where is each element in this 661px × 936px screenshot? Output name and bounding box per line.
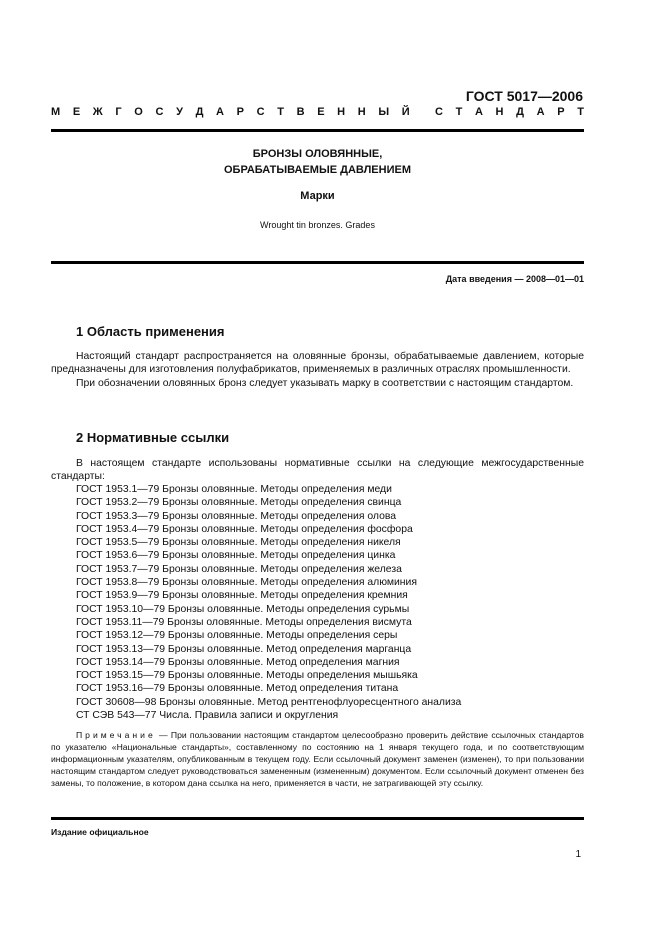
reference-item: ГОСТ 1953.4—79 Бронзы оловянные. Методы определения фосфора [76,523,413,535]
title-line-2: ОБРАБАТЫВАЕМЫЕ ДАВЛЕНИЕМ [223,164,411,176]
reference-item: ГОСТ 1953.3—79 Бронзы оловянные. Методы определения олова [76,510,397,522]
note [51,729,584,789]
title-line-1: БРОНЗЫ ОЛОВЯННЫЕ, [252,148,383,160]
reference-item: ГОСТ 1953.11—79 Бронзы оловянные. Методы определения висмута [76,616,412,628]
section-2-intro-text: В настоящем стандарте использованы нормативные ссылки на следующие межгосударственные стандарты: [51,458,584,483]
banner-letter: Д [516,106,524,118]
reference-item: СТ СЭВ 543—77 Числа. Правила записи и округления [76,710,339,722]
banner-letter: С [434,106,443,118]
reference-item: ГОСТ 1953.2—79 Бронзы оловянные. Методы определения свинца [76,497,402,509]
reference-item: ГОСТ 1953.9—79 Бронзы оловянные. Методы определения кремния [76,590,408,602]
banner-letter: О [134,106,143,118]
page-number: 1 [575,849,581,860]
section-1-heading: 1 Область применения [76,324,225,339]
banner-letter: Т [577,106,584,118]
interstate-standard-banner [51,106,584,118]
banner-letter: В [296,106,305,118]
official-edition-label: Издание официальное [51,827,149,837]
banner-letter: Ж [92,106,103,118]
banner-letter: Ы [378,106,390,118]
reference-item: ГОСТ 1953.5—79 Бронзы оловянные. Методы определения никеля [76,537,401,549]
banner-letter: Р [236,106,244,118]
banner-letter: Н [337,106,346,118]
note-label: Примечание [76,730,156,740]
banner-letter: Д [195,106,204,118]
reference-item: ГОСТ 1953.10—79 Бронзы оловянные. Методы определения сурьмы [76,603,410,615]
banner-letter: Р [557,106,565,118]
reference-item: ГОСТ 1953.12—79 Бронзы оловянные. Методы определения серы [76,630,398,642]
banner-letter: Е [317,106,325,118]
reference-item: ГОСТ 1953.1—79 Бронзы оловянные. Методы определения меди [76,484,392,495]
banner-letter: Г [115,106,122,118]
banner-letter: С [256,106,265,118]
banner-letter: Е [72,106,81,118]
reference-item: ГОСТ 1953.13—79 Бронзы оловянные. Метод определения марганца [76,643,412,655]
note-text: — При пользовании настоящим стандартом целесообразно проверить действие ссылочных стандартов по указателю «Национальные стандарты», составленному по состоянию на 1 января текущего года, и по соответствующим информационным указателям, опубликованным в текущем году. Если ссылочный документ заменен (изменен), то при пользовании настоящим стандартом следует руководствоваться замененным (измененным) документом. Если ссылочный документ отменен без замены, то положение, в котором дана ссылка на него, применяется в части, не затрагивающей эту ссылку. [51,730,584,788]
english-title: Wrought tin bronzes. Grades [260,220,375,230]
section-1-paragraph-1: Настоящий стандарт распространяется на оловянные бронзы, обрабатываемые давлением, которые предназначены для изготовления полуфабрикатов, применяемых в различных отраслях промышленности. [51,351,584,376]
reference-item: ГОСТ 1953.7—79 Бронзы оловянные. Методы определения железа [76,563,402,575]
effective-date: Дата введения — 2008—01—01 [445,274,584,284]
banner-letter: Т [277,106,284,118]
banner-letter: А [536,106,545,118]
title-rule [51,261,584,264]
banner-letter: А [474,106,483,118]
document-subtitle: Марки [300,190,335,202]
banner-letter: Н [495,106,504,118]
banner-letter: С [155,106,164,118]
footer-rule [51,817,584,820]
section-2-intro [51,457,584,484]
section-1-body [51,350,584,390]
banner-letter: У [176,106,183,118]
reference-item: ГОСТ 30608—98 Бронзы оловянные. Метод рентгенофлуоресцентного анализа [76,696,462,708]
banner-letter: А [216,106,224,118]
reference-item: ГОСТ 1953.15—79 Бронзы оловянные. Методы определения мышьяка [76,670,418,682]
reference-item: ГОСТ 1953.16—79 Бронзы оловянные. Метод определения титана [76,683,399,695]
banner-letter: Т [455,106,463,118]
section-2-heading: 2 Нормативные ссылки [76,430,230,445]
normative-references-list [76,483,461,722]
banner-letter: Н [357,106,366,118]
document-title [51,146,584,178]
banner-letter: М [51,106,61,118]
section-1-paragraph-2: При обозначении оловянных бронз следует указывать марку в соответствии с настоящим стандартом. [76,377,574,389]
reference-item: ГОСТ 1953.6—79 Бронзы оловянные. Методы определения цинка [76,550,396,562]
reference-item: ГОСТ 1953.8—79 Бронзы оловянные. Методы определения алюминия [76,577,417,589]
banner-letter: Й [401,106,410,118]
document-number: ГОСТ 5017—2006 [465,88,583,104]
top-rule [51,129,584,132]
reference-item: ГОСТ 1953.14—79 Бронзы оловянные. Метод определения магния [76,656,400,668]
